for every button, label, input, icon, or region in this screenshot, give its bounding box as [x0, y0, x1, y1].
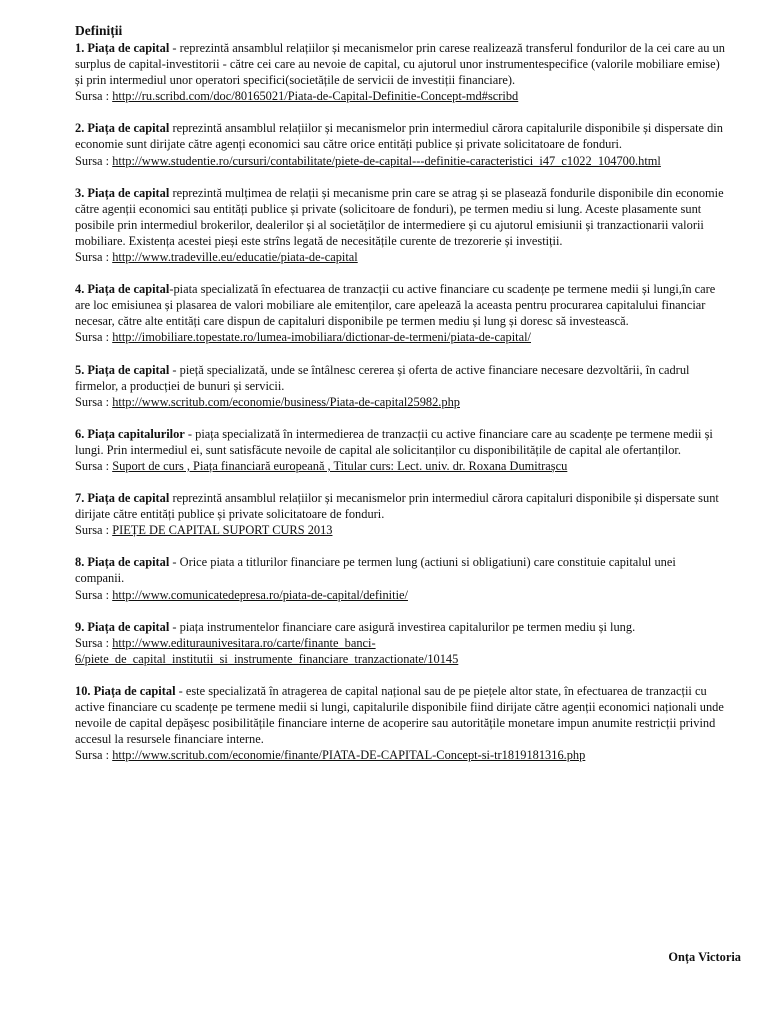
source-label: Sursa : [75, 330, 110, 345]
definition-term: Piața de capital [87, 41, 170, 55]
definition-term: Piața de capital [93, 683, 176, 698]
definition-separator: - [175, 683, 186, 698]
definition-term: Piața de capital [87, 619, 170, 634]
definition-text: Orice piata a titlurilor financiare pe termen lung (actiuni si obligatiuni) care constituie capitalul unei companii. [75, 555, 676, 586]
definition-term: Piața de capital [87, 121, 170, 136]
source-label: Sursa : [75, 523, 110, 538]
definition-number: 1. [75, 41, 85, 55]
definition-number: 6. [75, 426, 85, 441]
definition-text: piața instrumentelor financiare care asigură investirea capitalurilor pe termen mediu și lung. [179, 619, 636, 634]
definition-number: 5. [75, 362, 85, 377]
definition-separator: - [169, 362, 180, 377]
source-label: Sursa : [75, 153, 110, 168]
definition-entry [75, 490, 725, 538]
definition-paragraph [75, 185, 725, 249]
definitions-list [75, 40, 725, 763]
source-line [75, 635, 725, 667]
definition-entry [75, 185, 725, 265]
source-label: Sursa : [75, 394, 110, 409]
definition-entry [75, 683, 725, 763]
definition-text: reprezintă ansamblul relațiilor și mecanismelor prin carese realizează transferul fondurilor de la cei care au un surplus de capital-investitorii - către cei care au nevoie de capital, cu ajutorul unor instrumentespecifice (valorile mobiliare emise) și prin intermediul unor operatori specifici(societățile de servicii de investiții financiare). [75, 41, 725, 88]
definition-paragraph [75, 281, 725, 329]
definition-text: reprezintă ansamblul relațiilor și mecanismelor prin intermediul cărora capitaluri disponibile și dispersate sunt dirijate către entități publice și private solicitatoare de fonduri. [75, 491, 719, 522]
source-line [75, 587, 725, 603]
author-name: Onța Victoria [668, 950, 741, 964]
source-link[interactable]: http://www.comunicatedepresa.ro/piata-de-capital/definitie/ [112, 587, 408, 602]
source-link[interactable]: http://www.tradeville.eu/educatie/piata-de-capital [112, 250, 358, 265]
source-line [75, 458, 725, 474]
definition-number: 9. [75, 619, 85, 634]
definition-paragraph [75, 120, 725, 152]
definition-entry [75, 120, 725, 168]
definition-separator: - [169, 282, 174, 297]
source-label: Sursa : [75, 635, 110, 650]
source-label: Sursa : [75, 458, 110, 473]
definition-term: Piața de capital [87, 362, 170, 377]
definition-text: reprezintă mulțimea de relații și mecanisme prin care se atrag și se plasează fondurile disponibile din economie către agenții economici sau entități publice și private (solicitoare de fonduri), pe termen mediu si lung. Aceste plasamente sunt posibile prin intermediul brokerilor, dealerilor și al societăților de intermediere și cu ajutorul emisiunii și tranzactionarii valorii mobiliare. Existența acestei pieși este strîns legată de necesitățile curente de trezorerie și investiții. [75, 185, 724, 248]
definition-paragraph [75, 619, 725, 635]
definition-paragraph [75, 490, 725, 522]
source-line [75, 329, 725, 345]
definition-separator: - [169, 555, 180, 570]
definition-text: piata specializată în efectuarea de tranzacții cu active financiare cu scadențe pe termene medii și lungi,în care are loc emisiunea și plasarea de valori mobiliare ale emitenților, care apelează la aceasta pentru procurarea capitalului financiar necesar, către alte entități care dispun de capitaluri disponibile pe termen mediu și lung și doresc să investească. [75, 282, 716, 329]
source-label: Sursa : [75, 587, 110, 602]
definition-entry [75, 40, 725, 104]
definition-text: reprezintă ansamblul relațiilor și mecanismelor prin intermediul cărora capitalurile disponibile și dispersate din economie sunt dirijate către agenți economici sau către orice entități publice și private solicitatoare de fonduri. [75, 121, 723, 152]
definition-paragraph [75, 362, 725, 394]
source-link[interactable]: http://www.studentie.ro/cursuri/contabilitate/piete-de-capital---definitie-caracteristici_i47_c1022_104700.html [112, 153, 661, 168]
definition-entry [75, 426, 725, 474]
definition-paragraph [75, 683, 725, 747]
definition-number: 2. [75, 121, 85, 136]
definition-term: Piața de capital [87, 555, 170, 570]
definition-entry [75, 362, 725, 410]
definition-number: 10. [75, 683, 91, 698]
definition-text: este specializată în atragerea de capital național sau de pe piețele altor state, în efectuarea de tranzacții cu active financiare cu scadențe pe termene medii si lungi, capitalurile disponibile fiind dirijate către agenții economici naționali unde nevoile de capital depășesc posibilitățile financiare interne de acoperire sau autoritățile monetare impun anumite restricții privind accesul la resursele financiare interne. [75, 683, 724, 747]
definition-term: Piața de capital [87, 282, 170, 297]
source-line [75, 522, 725, 538]
source-line [75, 394, 725, 410]
definition-number: 4. [75, 282, 85, 297]
definition-number: 8. [75, 555, 85, 570]
definition-entry [75, 281, 725, 345]
source-link[interactable]: Suport de curs , Piața financiară europeană , Titular curs: Lect. univ. dr. Roxana Dumitrașcu [112, 458, 568, 473]
document-body [75, 22, 725, 779]
source-link[interactable]: http://imobiliare.topestate.ro/lumea-imobiliara/dictionar-de-termeni/piata-de-capital/ [112, 330, 531, 345]
definition-entry [75, 554, 725, 602]
definition-separator: - [169, 619, 180, 634]
definition-separator: - [169, 41, 180, 55]
definition-entry [75, 619, 725, 667]
source-link[interactable]: http://www.scritub.com/economie/finante/PIATA-DE-CAPITAL-Concept-si-tr1819181316.php [112, 748, 586, 763]
definition-number: 7. [75, 491, 85, 506]
source-link[interactable]: http://www.edituraunivesitara.ro/carte/finante_banci-6/piete_de_capital_institutii_si_instrumente_financiare_tranzactionate/10145 [75, 635, 459, 666]
definition-term: Piața de capital [87, 491, 170, 506]
source-line [75, 88, 725, 104]
definition-number: 3. [75, 185, 85, 200]
source-label: Sursa : [75, 748, 110, 763]
definition-text: piețǎ specializatǎ, unde se întâlnesc cererea și oferta de active financiare necesare dezvoltǎrii, în cadrul firmelor, a producției de bunuri și servicii. [75, 362, 690, 393]
source-label: Sursa : [75, 89, 110, 104]
source-link[interactable]: http://www.scritub.com/economie/business/Piata-de-capital25982.php [112, 394, 460, 409]
source-link[interactable]: PIEȚE DE CAPITAL SUPORT CURS 2013 [112, 523, 333, 538]
definition-separator: - [184, 426, 196, 441]
definition-paragraph [75, 426, 725, 458]
definition-text: piața specializată în intermedierea de tranzacții cu active financiare care au scadențe pe termene medii și lungi. Prin intermediul ei, sunt satisfăcute nevoile de capital ale solicitanților cu disponibilitățile de capital ale ofertanților. [75, 426, 713, 457]
source-line [75, 747, 725, 763]
page-title: Definiții [75, 23, 123, 38]
definition-term: Piața capitalurilor [87, 426, 185, 441]
definition-paragraph [75, 554, 725, 586]
definition-paragraph [75, 40, 725, 88]
definition-term: Piața de capital [87, 185, 170, 200]
source-line [75, 249, 725, 265]
source-link[interactable]: http://ru.scribd.com/doc/80165021/Piata-de-Capital-Definitie-Concept-md#scribd [112, 89, 519, 104]
source-label: Sursa : [75, 250, 110, 265]
source-line [75, 153, 725, 169]
